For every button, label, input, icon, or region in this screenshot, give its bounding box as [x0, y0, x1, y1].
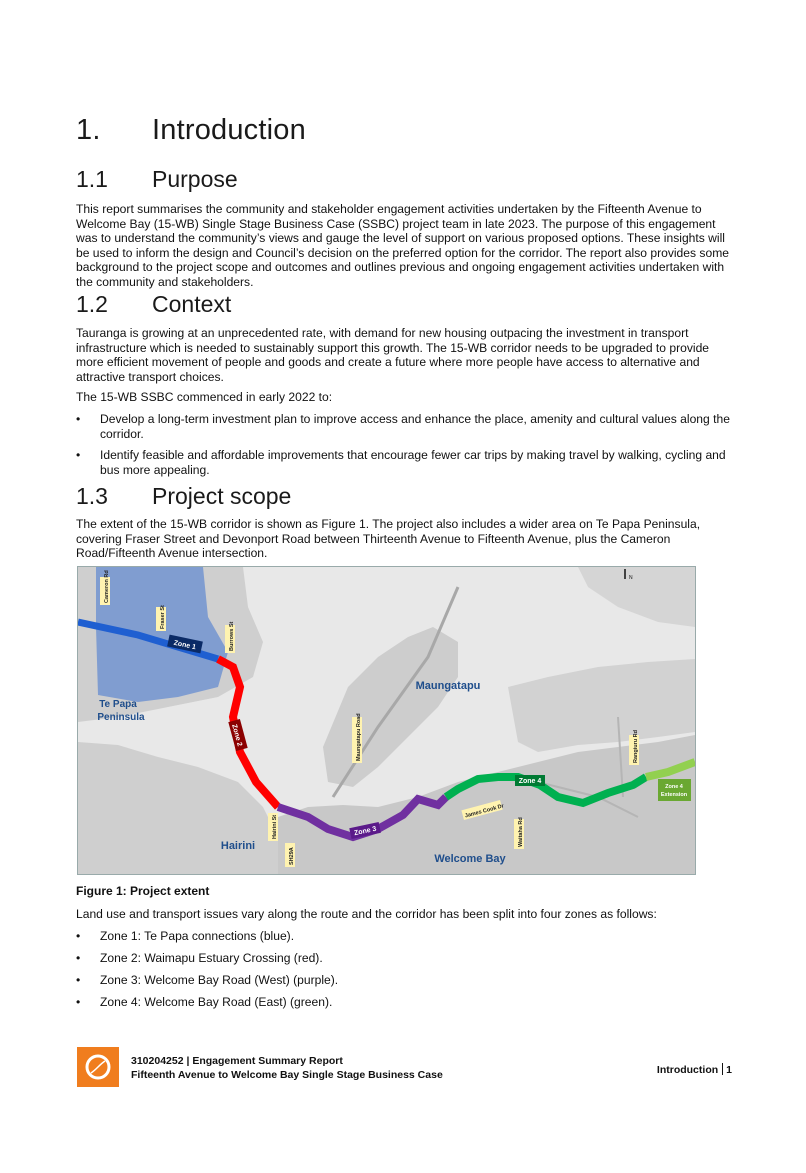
zone-2-label: Zone 2	[230, 723, 243, 748]
footer-page-info	[657, 1063, 732, 1076]
zone-4-label: Zone 4	[518, 778, 542, 785]
zone-4-extension-label-2: Extension	[660, 792, 688, 798]
road-label: James Cook Dr	[464, 803, 505, 820]
section-title: Introduction	[152, 114, 306, 146]
place-label-peninsula: Peninsula	[97, 712, 145, 723]
zones-list	[76, 929, 740, 1010]
footer-project-line: Fifteenth Avenue to Welcome Bay Single Stage Business Case	[131, 1069, 443, 1081]
road-label: Burrows St	[229, 621, 235, 651]
footer-document-info	[131, 1054, 443, 1082]
list-item: • Zone 3: Welcome Bay Road (West) (purple).	[76, 973, 339, 988]
place-label-hairini: Hairini	[220, 840, 256, 852]
road-label: Cameron Rd	[104, 570, 110, 603]
list-item: • Identify feasible and affordable improvements that encourage fewer car trips by making travel by walking, cycling and bus more appealing.	[76, 448, 726, 477]
context-heading	[76, 291, 231, 318]
context-title: Context	[152, 291, 232, 317]
context-intro: The 15-WB SSBC commenced in early 2022 to:	[76, 390, 333, 404]
scope-paragraph: The extent of the 15-WB corridor is shown as Figure 1. The project also includes a wider area on Te Papa Peninsula, covering Fraser Street and Devonport Road between Thirteenth Avenue to Fifteenth Avenue, plus the Cameron Road/Fifteenth Avenue intersection.	[76, 517, 701, 561]
zones-intro: Land use and transport issues vary along the route and the corridor has been split into four zones as follows:	[76, 907, 657, 921]
footer-section: Introduction	[656, 1064, 719, 1076]
scope-title: Project scope	[152, 483, 292, 509]
scope-heading	[76, 483, 291, 510]
list-item: • Develop a long-term investment plan to improve access and enhance the place, amenity and cultural values along the corridor.	[76, 412, 730, 441]
list-item: • Zone 1: Te Papa connections (blue).	[76, 929, 295, 943]
road-label: Rangiuru Rd	[633, 730, 639, 763]
company-logo	[77, 1047, 119, 1087]
road-label: Fraser St	[160, 605, 166, 629]
context-number: 1.2	[76, 291, 108, 317]
place-label-maungatapu: Maungatapu	[415, 680, 481, 692]
purpose-heading	[76, 166, 238, 193]
list-item: • Zone 2: Waimapu Estuary Crossing (red).	[76, 951, 323, 966]
purpose-paragraph: This report summarises the community and stakeholder engagement activities undertaken by the Fifteenth Avenue to Welcome Bay (15-WB) Single Stage Business Case (SSBC) project team in late 2023. The purpose of this engagement was to understand the community’s views and gauge the level of support on various proposed options. These insights will be used to inform the design and Council’s decision on the preferred option for the corridor. The report also provides some background to the project scope and outcomes and outlines previous and ongoing engagement activities undertaken with the community and stakeholders.	[76, 202, 729, 289]
zone-1-label: Zone 1	[172, 639, 197, 652]
list-item: • Zone 4: Welcome Bay Road (East) (green).	[76, 995, 333, 1010]
road-label: Maungatapu Road	[356, 713, 362, 761]
project-extent-map	[77, 566, 696, 875]
road-label: SH29A	[289, 847, 295, 865]
zone-4-extension-label: Zone 4	[665, 784, 683, 790]
figure-caption: Figure 1: Project extent	[76, 884, 210, 898]
section-heading	[76, 114, 306, 147]
place-label-welcome-bay: Welcome Bay	[434, 853, 506, 865]
north-label: N	[629, 575, 633, 581]
purpose-title: Purpose	[152, 166, 238, 192]
context-bullet-list	[76, 412, 740, 477]
place-label-te-papa: Te Papa	[99, 699, 137, 710]
context-paragraph: Tauranga is growing at an unprecedented rate, with demand for new housing outpacing the investment in transport infrastructure which is needed to sustainably support this growth. The 15-WB corridor needs to be upgraded to provide more efficient movement of people and goods and create a future where more people have access to alternative and attractive transport choices.	[76, 326, 710, 384]
section-number: 1.	[76, 114, 101, 146]
footer-report-line: 310204252 | Engagement Summary Report	[131, 1055, 343, 1067]
road-label: Waitaha Rd	[518, 817, 524, 847]
scope-number: 1.3	[76, 483, 108, 509]
purpose-number: 1.1	[76, 166, 108, 192]
page-number: 1	[726, 1064, 732, 1076]
zone-3-label: Zone 3	[353, 825, 378, 838]
road-label: Hairini St	[272, 814, 278, 839]
